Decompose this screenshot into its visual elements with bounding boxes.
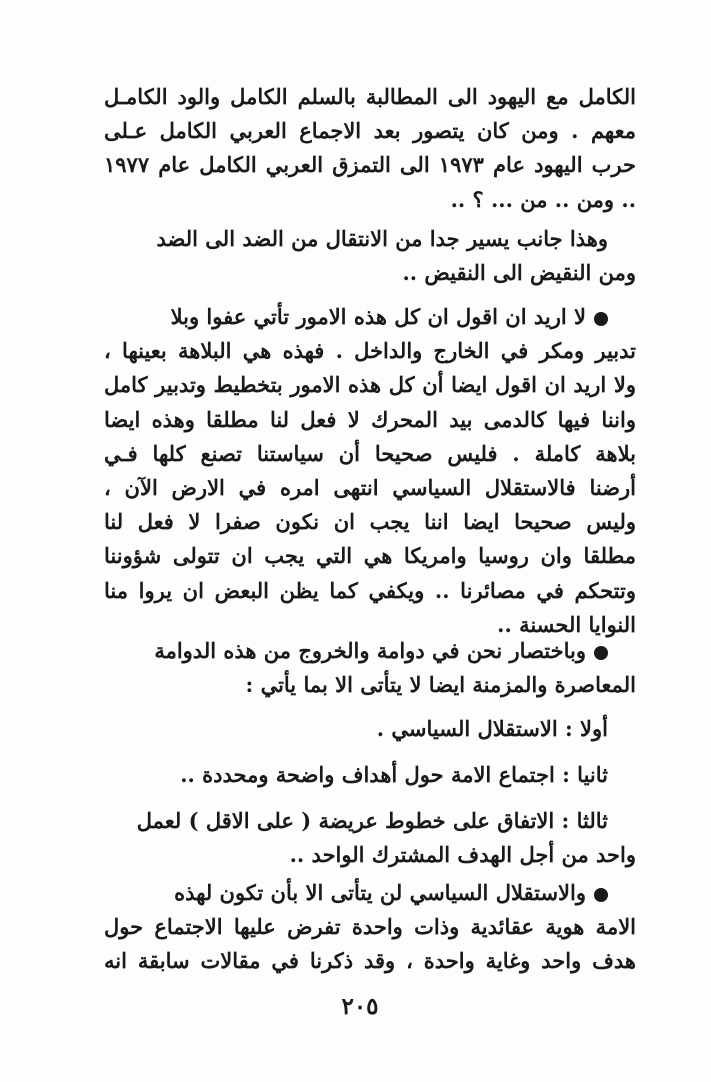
text-line: ثانيا : اجتماع الامة حول أهداف واضحة ومحددة .. xyxy=(180,762,608,787)
list-item-first xyxy=(104,712,636,746)
text-line-content: وباختصار نحن في دوامة والخروج من هذه الدوامة xyxy=(154,638,586,663)
text-line: أولا : الاستقلال السياسي . xyxy=(376,716,608,741)
text-line: ثالثا : الاتفاق على خطوط عريضة ( على الاقل ) لعمل xyxy=(136,808,608,833)
text-line: تدبير ومكر في الخارج والداخل . فهذه هي البلاهة بعينها ، xyxy=(104,338,636,364)
text-line-content: والاستقلال السياسي لن يتأتى الا بأن تكون لهذه xyxy=(174,880,586,905)
text-line: وتتحكم في مصائرنا .. ويكفي كما يظن البعض ان يروا منا xyxy=(104,577,636,603)
list-item-third xyxy=(104,804,636,872)
text-line: بلاهة كاملة . فليس صحيحا أن سياستنا تصنع كلها فـي xyxy=(104,440,636,466)
text-line: النوايا الحسنة .. xyxy=(497,611,636,637)
list-item-second xyxy=(104,758,636,792)
page-number: ٢٠٥ xyxy=(341,993,379,1020)
text-line: حرب اليهود عام ١٩٧٣ الى التمزق العربي الكامل عام ١٩٧٧ xyxy=(104,152,636,178)
text-line xyxy=(104,300,636,334)
text-line: مطلقا وان روسيا وامريكا هي التي يجب ان تتولى شؤوننا xyxy=(104,543,636,569)
text-line: الكامل مع اليهود الى المطالبة بالسلم الكامل والود الكامـل xyxy=(104,84,636,109)
bullet-icon xyxy=(594,888,608,902)
text-line: وهذا جانب يسير جدا من الانتقال من الضد الى الضد xyxy=(156,226,608,251)
bullet-icon xyxy=(594,312,608,326)
text-line: .. ومن .. من ... ؟ .. xyxy=(450,186,636,212)
text-line: وليس صحيحا ايضا اننا يجب ان نكون صفرا لا فعل لنا xyxy=(104,509,636,535)
paragraph-1 xyxy=(104,80,636,217)
text-line: ولا اريد ان اقول ايضا أن كل هذه الامور بتخطيط وتدبير كامل xyxy=(104,372,636,398)
text-line: أرضنا فالاستقلال السياسي انتهى امره في الارض الآن ، xyxy=(104,474,636,500)
text-line: هدف واحد وغاية واحدة ، وقد ذكرنا في مقالات سابقة انه xyxy=(104,948,636,974)
text-line: الامة هوية عقائدية وذات واحدة تفرض عليها الاجتماع حول xyxy=(104,914,636,940)
text-line-content: لا اريد ان اقول ان كل هذه الامور تأتي عفوا وبلا xyxy=(170,304,586,329)
paragraph-final xyxy=(104,876,636,979)
bullet-icon xyxy=(594,646,608,660)
text-line xyxy=(104,634,636,668)
paragraph-2 xyxy=(104,222,636,290)
text-line: معهم . ومن كان يتصور بعد الاجماع العربي الكامل عـلى xyxy=(104,118,636,144)
text-line: ومن النقيض الى النقيض .. xyxy=(402,260,636,286)
paragraph-3 xyxy=(104,300,636,642)
text-line: المعاصرة والمزمنة ايضا لا يتأتى الا بما يأتي : xyxy=(245,672,636,698)
paragraph-4 xyxy=(104,634,636,702)
text-line: واننا فيها كالدمى بيد المحرك لا فعل لنا مطلقا وهذه ايضا xyxy=(104,406,636,432)
text-line: واحد من أجل الهدف المشترك الواحد .. xyxy=(289,842,636,868)
text-line xyxy=(104,876,636,910)
